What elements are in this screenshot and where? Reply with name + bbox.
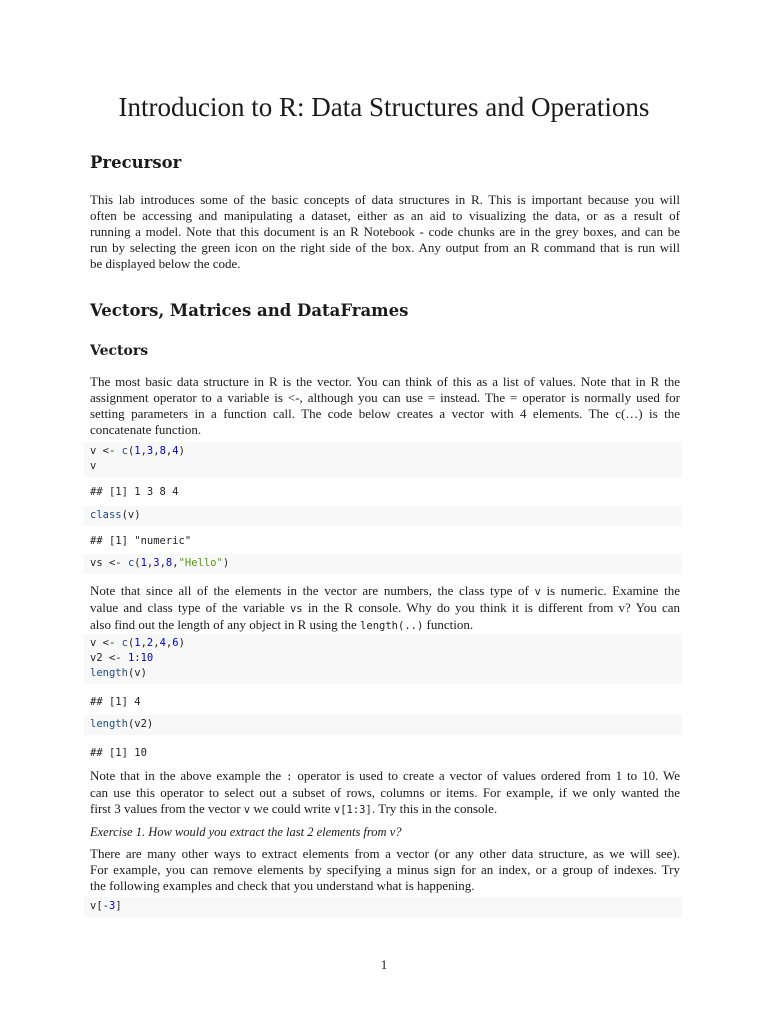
inline-code: v bbox=[243, 804, 251, 816]
paragraph-line: running a model. Note that this document is an R Notebook - code chunks are in the grey boxes, and can be bbox=[90, 224, 680, 239]
code-text: , bbox=[146, 557, 154, 569]
code-text: ) bbox=[222, 557, 230, 569]
code-text: (v) bbox=[121, 509, 141, 521]
heading-vectors-matrices-dataframes: Vectors, Matrices and DataFrames bbox=[90, 301, 409, 320]
code-number: 4 bbox=[159, 637, 166, 649]
code-text: ) bbox=[178, 637, 185, 649]
text-run: value and class type of the variable bbox=[90, 600, 290, 615]
code-text: , bbox=[153, 445, 160, 457]
paragraph-line: often be accessing and manipulating a dataset, either as an aid to visualizing the data, or as a result of bbox=[90, 208, 680, 223]
code-text: v bbox=[90, 460, 97, 472]
paragraph-line bbox=[90, 617, 680, 634]
paragraph-line: the following examples and check that you understand what is happening. bbox=[90, 878, 475, 893]
code-chunk[interactable] bbox=[84, 634, 682, 684]
paragraph-colon-note bbox=[90, 768, 680, 818]
paragraph-line: concatenate function. bbox=[90, 422, 202, 437]
text-run: Note that in the above example the bbox=[90, 768, 287, 783]
code-chunk[interactable] bbox=[84, 442, 682, 477]
code-output: ## [1] 1 3 8 4 bbox=[90, 486, 179, 498]
paragraph-line: This lab introduces some of the basic concepts of data structures in R. This is important because you will bbox=[90, 192, 680, 207]
paragraph-line: For example, you can remove elements by specifying a minus sign for an index, or a group of indexes. Try bbox=[90, 862, 680, 877]
paragraph-line: run by selecting the green icon on the right side of the box. Any output from an R command that is run will bbox=[90, 240, 680, 255]
code-chunk[interactable] bbox=[84, 897, 682, 917]
code-output: ## [1] "numeric" bbox=[90, 535, 192, 547]
code-number: 1 bbox=[127, 652, 135, 664]
text-run: is numeric. Examine the bbox=[540, 583, 680, 598]
code-text: , bbox=[140, 445, 147, 457]
paragraph-vectors-intro bbox=[90, 374, 680, 438]
code-number: -3 bbox=[102, 900, 116, 912]
code-text: ) bbox=[178, 445, 185, 457]
code-function: c bbox=[121, 637, 128, 649]
code-text: , bbox=[159, 557, 166, 569]
paragraph-line: The most basic data structure in R is the vector. You can think of this as a list of values. Note that in R the bbox=[90, 374, 680, 389]
inline-code: v bbox=[534, 586, 541, 598]
code-number: 6 bbox=[172, 637, 179, 649]
heading-vectors: Vectors bbox=[90, 343, 149, 359]
code-text: v <- bbox=[90, 445, 122, 457]
text-run: Note that since all of the elements in the vector are numbers, the class type of bbox=[90, 583, 535, 598]
code-text: , bbox=[153, 637, 160, 649]
paragraph-remove-elements bbox=[90, 846, 680, 894]
inline-code: length(..) bbox=[360, 620, 424, 632]
page-number: 1 bbox=[380, 957, 388, 972]
document-title: Introducion to R: Data Structures and Operations bbox=[118, 92, 650, 122]
text-run: . Try this in the console. bbox=[371, 801, 498, 816]
paragraph-line bbox=[90, 600, 680, 617]
paragraph-line: assignment operator to a variable is <-, although you can use = instead. The = operator is normally used for bbox=[90, 390, 680, 405]
paragraph-line bbox=[90, 801, 680, 818]
code-number: 2 bbox=[146, 637, 154, 649]
code-chunk[interactable] bbox=[84, 506, 682, 526]
heading-precursor: Precursor bbox=[90, 153, 182, 172]
code-number: 4 bbox=[172, 445, 179, 457]
paragraph-line: can use this operator to select out a subset of rows, columns or items. For example, if we only wanted the bbox=[90, 785, 680, 800]
code-function: length bbox=[90, 667, 128, 679]
code-text: , bbox=[172, 557, 179, 569]
text-run: in the R console. Why do you think it is different from v? You can bbox=[302, 600, 680, 615]
code-number: 10 bbox=[140, 652, 154, 664]
paragraph-line: be displayed below the code. bbox=[90, 256, 241, 271]
code-text: ( bbox=[127, 445, 135, 457]
code-number: 3 bbox=[153, 557, 160, 569]
code-chunk[interactable] bbox=[84, 554, 682, 574]
code-text: : bbox=[134, 652, 141, 664]
code-text: v[ bbox=[90, 900, 103, 912]
code-number: 3 bbox=[146, 445, 154, 457]
paragraph-line: There are many other ways to extract elements from a vector (or any other data structure, as we will see). bbox=[90, 846, 680, 861]
text-run: we could write bbox=[250, 801, 334, 816]
code-number: 8 bbox=[165, 557, 173, 569]
text-run: function. bbox=[423, 617, 474, 632]
code-text: v <- bbox=[90, 637, 122, 649]
code-number: 8 bbox=[159, 445, 166, 457]
code-text: ( bbox=[134, 557, 141, 569]
code-text: (v) bbox=[127, 667, 147, 679]
code-number: 1 bbox=[134, 445, 141, 457]
paragraph-class-note bbox=[90, 583, 680, 634]
code-function: c bbox=[121, 445, 128, 457]
code-number: 1 bbox=[134, 637, 141, 649]
paragraph-line bbox=[90, 583, 680, 600]
code-text: , bbox=[165, 637, 173, 649]
text-run: also find out the length of any object in R using the bbox=[90, 617, 361, 632]
code-chunk[interactable] bbox=[84, 715, 682, 735]
inline-code: v[1:3] bbox=[333, 804, 372, 816]
paragraph-precursor bbox=[90, 192, 680, 272]
code-text: , bbox=[165, 445, 173, 457]
inline-code: vs bbox=[289, 603, 303, 615]
code-text: v2 <- bbox=[90, 652, 128, 664]
code-text: vs <- bbox=[90, 557, 128, 569]
code-text: , bbox=[140, 637, 147, 649]
exercise-1: Exercise 1. How would you extract the last 2 elements from v? bbox=[90, 825, 402, 839]
code-text: (v2) bbox=[127, 718, 154, 730]
code-output: ## [1] 4 bbox=[90, 696, 141, 708]
code-text: ] bbox=[115, 900, 122, 912]
code-function: length bbox=[90, 718, 128, 730]
text-run: operator is used to create a vector of values ordered from 1 to 10. We bbox=[292, 768, 681, 783]
code-text: ( bbox=[127, 637, 135, 649]
text-run: first 3 values from the vector bbox=[90, 801, 244, 816]
code-function: c bbox=[127, 557, 135, 569]
paragraph-line bbox=[90, 768, 680, 785]
inline-code: : bbox=[286, 771, 293, 783]
code-function: class bbox=[90, 509, 122, 521]
code-output: ## [1] 10 bbox=[90, 747, 147, 759]
code-string: "Hello" bbox=[178, 557, 223, 569]
code-number: 1 bbox=[140, 557, 147, 569]
paragraph-line: setting parameters in a function call. The code below creates a vector with 4 elements. The c(…) is the bbox=[90, 406, 680, 421]
